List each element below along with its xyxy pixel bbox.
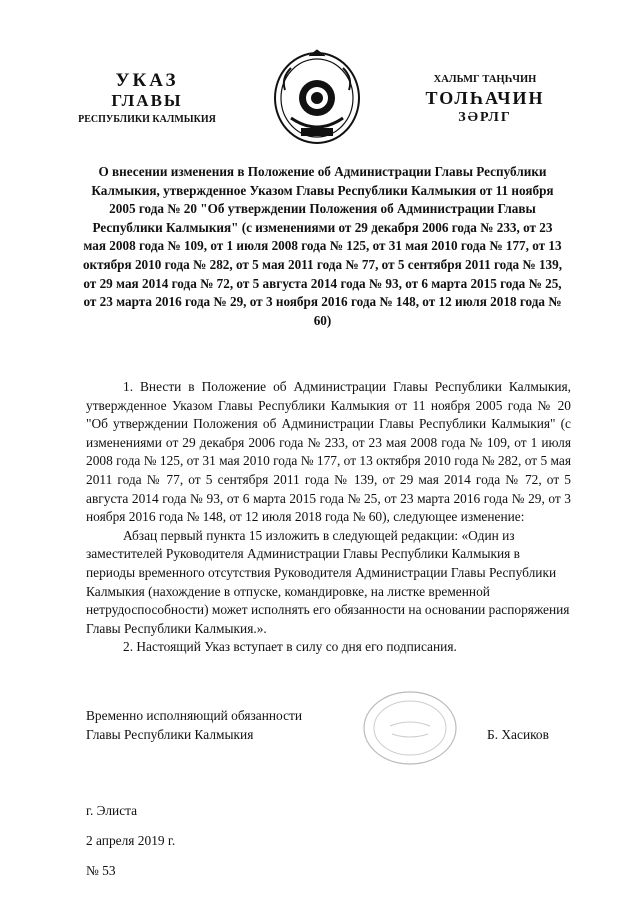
paragraph-amendment: Абзац первый пункта 15 изложить в следующей редакции: «Один из заместителей Руководителя Администрации Главы Республики Калмыкия в периоды временного отсутствия Руководителя Администрации Главы Республики Калмыкия (нахождение в отпуске, командировке, на листке временной нетрудоспособности) может исполнять его обязанности на основании распоряжения Главы Республики Калмыкия.».	[86, 527, 570, 636]
issue-date: 2 апреля 2019 г.	[86, 833, 176, 848]
header-right-line2: ТОЛҺАЧИН	[425, 88, 545, 108]
header-right-block	[405, 72, 565, 128]
decree-title: О внесении изменения в Положение об Администрации Главы Республики Калмыкия, утвержденное Указом Главы Республики Калмыкия от 11 ноября 2005 года № 20 "Об утверждении Положения об Администрации Главы Республики Калмыкия" (с изменениями от 29 декабря 2006 года № 233, от 23 мая 2008 года № 109, от 1 июля 2008 года № 125, от 31 мая 2010 года № 177, от 13 октября 2010 года № 282, от 5 мая 2011 года № 77, от 5 сентября 2011 года № 139, от 29 мая 2014 года № 72, от 5 августа 2014 года № 93, от 6 марта 2015 года № 25, от 23 марта 2016 года № 29, от 3 ноября 2016 года № 148, от 12 июля 2018 года № 60)	[82, 164, 563, 328]
coat-of-arms-emblem	[271, 48, 363, 146]
doc-issuer-region: РЕСПУБЛИКИ КАЛМЫКИЯ	[78, 114, 216, 125]
decree-body	[86, 378, 571, 657]
issue-city: г. Элиста	[86, 803, 138, 818]
paragraph-2: 2. Настоящий Указ вступает в силу со дня его подписания.	[123, 639, 457, 655]
signatory-position-line1: Временно исполняющий обязанности	[86, 708, 303, 723]
signatory-name: Б. Хасиков	[487, 727, 549, 742]
paragraph-1: 1. Внести в Положение об Администрации Главы Республики Калмыкия, утвержденное Указом Главы Республики Калмыкия от 11 ноября 2005 года № 20 "Об утверждении Положения об Администрации Главы Республики Калмыкия" (с изменениями от 29 декабря 2006 года № 233, от 23 мая 2008 года № 109, от 1 июля 2008 года № 125, от 31 мая 2010 года № 177, от 13 октября 2010 года № 282, от 5 мая 2011 года № 77, от 5 сентября 2011 года № 139, от 29 мая 2014 года № 72, от 5 августа 2014 года № 93, от 6 марта 2015 года № 25, от 23 марта 2016 года № 29, от 3 ноября 2016 года № 148, от 12 июля 2018 года № 60), следующее изменение:	[86, 379, 571, 525]
decree-number: № 53	[86, 863, 116, 878]
header-left-block	[62, 70, 232, 129]
signatory-position	[86, 707, 386, 744]
doc-type-title: УКАЗ	[115, 70, 179, 91]
signatory-position-line2: Главы Республики Калмыкия	[86, 726, 254, 742]
official-stamp	[360, 688, 460, 768]
doc-issuer-title: ГЛАВЫ	[111, 91, 183, 110]
header-right-line1: ХАЛЬМГ ТАҢҺЧИН	[433, 74, 537, 85]
header-right-line3: ЗӘРЛГ	[458, 110, 512, 125]
